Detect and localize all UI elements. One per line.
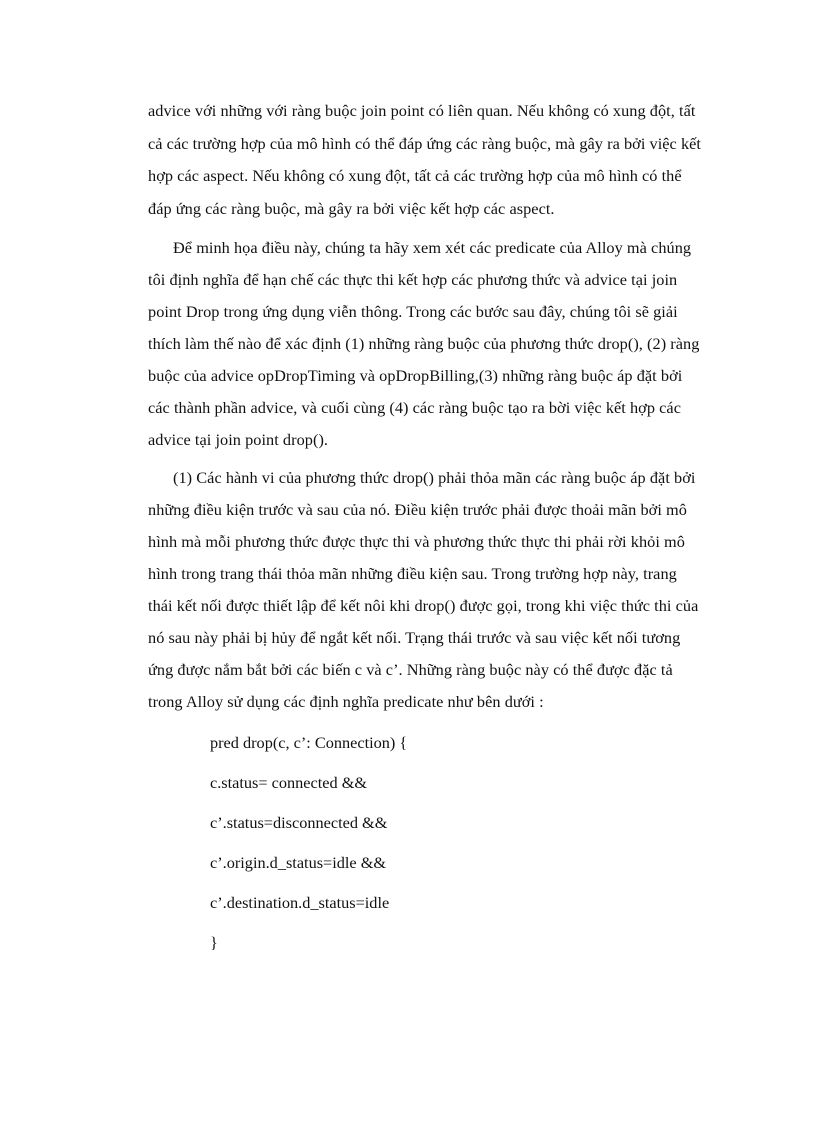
paragraph-2-line-1: Để minh họa điều này, chúng ta hãy xem xét các predicate của Alloy mà chúng: [173, 238, 692, 257]
paragraph-2-line-7: advice tại join point drop().: [148, 430, 329, 449]
paragraph-2-line-3: point Drop trong ứng dụng viễn thông. Trong các bước sau đây, chúng tôi sẽ giải: [148, 302, 678, 321]
paragraph-1-line-3: hợp các aspect. Nếu không có xung đột, tất cả các trường hợp của mô hình có thể: [148, 166, 682, 185]
code-line-5: c’.destination.d_status=idle: [210, 893, 390, 912]
paragraph-3-line-8: trong Alloy sử dụng các định nghĩa predicate như bên dưới :: [148, 692, 544, 711]
paragraph-3-line-5: thái kết nối được thiết lập để kết nôi khi drop() được gọi, trong khi việc thức thi của: [148, 596, 699, 615]
code-line-6: }: [210, 933, 218, 952]
code-line-1: pred drop(c, c’: Connection) {: [210, 733, 408, 752]
paragraph-3-line-3: hình mà mỗi phương thức được thực thi và phương thức thực thi phải rời khỏi mô: [148, 532, 685, 551]
paragraph-3-line-7: ứng được nắm bắt bởi các biến c và c’. Những ràng buộc này có thể được đặc tả: [148, 660, 673, 679]
paragraph-2-line-6: các thành phần advice, và cuối cùng (4) các ràng buộc tạo ra bời việc kết hợp các: [148, 398, 681, 417]
paragraph-3-line-1: (1) Các hành vi của phương thức drop() phải thỏa mãn các ràng buộc áp đặt bởi: [173, 468, 696, 487]
paragraph-1-line-1: advice với những với ràng buộc join point có liên quan. Nếu không có xung đột, tất: [148, 101, 696, 120]
code-line-2: c.status= connected &&: [210, 773, 368, 792]
paragraph-1-line-4: đáp ứng các ràng buộc, mà gây ra bởi việc kết hợp các aspect.: [148, 199, 555, 218]
paragraph-3-line-2: những điều kiện trước và sau của nó. Điều kiện trước phải được thoải mãn bởi mô: [148, 500, 687, 519]
paragraph-3-line-4: hình trong trang thái thỏa mãn những điều kiện sau. Trong trường hợp này, trang: [148, 564, 677, 583]
paragraph-2-line-4: thích làm thế nào để xác định (1) những ràng buộc của phương thức drop(), (2) ràng: [148, 334, 700, 353]
paragraph-2-line-5: buộc của advice opDropTiming và opDropBilling,(3) những ràng buộc áp đặt bởi: [148, 366, 683, 385]
paragraph-1-line-2: cả các trường hợp của mô hình có thể đáp ứng các ràng buộc, mà gây ra bởi việc kết: [148, 134, 701, 153]
code-line-3: c’.status=disconnected &&: [210, 813, 388, 832]
code-line-4: c’.origin.d_status=idle &&: [210, 853, 387, 872]
paragraph-2-line-2: tôi định nghĩa để hạn chế các thực thi kết hợp các phương thức và advice tại join: [148, 270, 678, 289]
paragraph-3-line-6: nó sau này phải bị hủy để ngắt kết nối. Trạng thái trước và sau việc kết nối tương: [148, 628, 681, 647]
